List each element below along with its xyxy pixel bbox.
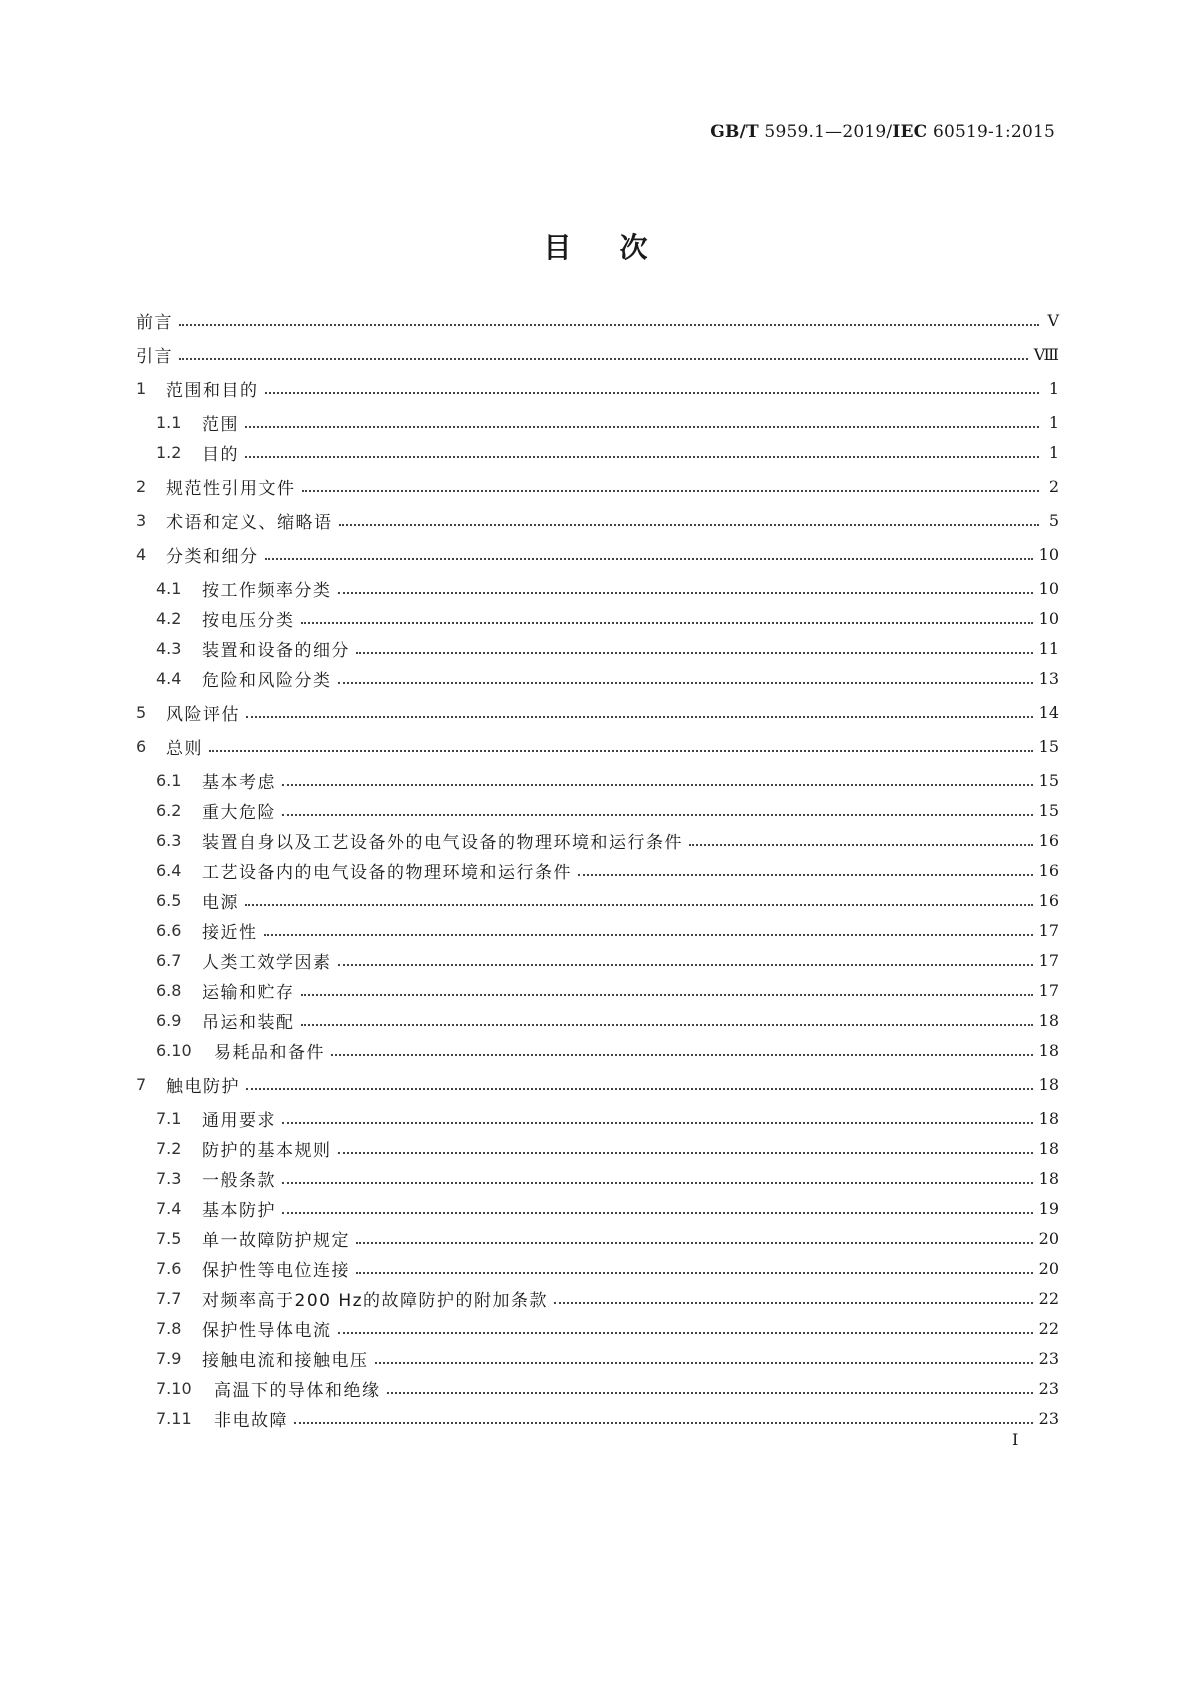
toc-entry[interactable] bbox=[156, 576, 1059, 600]
toc-entry-number: 7.6 bbox=[156, 1258, 182, 1278]
toc-entry-label: 范围和目的 bbox=[166, 380, 259, 401]
toc-entry-label: 工艺设备内的电气设备的物理环境和运行条件 bbox=[202, 862, 572, 883]
toc-entry[interactable] bbox=[156, 768, 1059, 792]
toc-entry[interactable] bbox=[136, 342, 1059, 366]
toc-entry-page: 1 bbox=[1048, 378, 1059, 398]
toc-entry-number: 6.3 bbox=[156, 830, 182, 850]
toc-entry-page: 15 bbox=[1038, 770, 1059, 790]
toc-entry-number: 6.2 bbox=[156, 800, 182, 820]
toc-entry-number: 4.3 bbox=[156, 638, 182, 658]
toc-entry-number: 6.4 bbox=[156, 860, 182, 880]
toc-entry[interactable] bbox=[156, 1256, 1059, 1280]
toc-entry-label: 装置自身以及工艺设备外的电气设备的物理环境和运行条件 bbox=[202, 832, 683, 853]
toc-entry-page: 22 bbox=[1038, 1288, 1059, 1308]
page-title: 目次 bbox=[543, 231, 696, 264]
toc-entry-page: 15 bbox=[1038, 800, 1059, 820]
toc-dot-leader bbox=[338, 963, 1033, 966]
toc-entry-number: 7.10 bbox=[156, 1378, 192, 1398]
toc-entry-page: 18 bbox=[1038, 1138, 1059, 1158]
toc-entry[interactable] bbox=[156, 1376, 1059, 1400]
toc-entry-label: 术语和定义、缩略语 bbox=[166, 512, 333, 533]
toc-entry-label: 按电压分类 bbox=[202, 610, 295, 631]
toc-entry[interactable] bbox=[156, 918, 1059, 942]
toc-entry-number: 1 bbox=[136, 378, 147, 398]
toc-dot-leader bbox=[301, 621, 1033, 624]
toc-dot-leader bbox=[246, 1087, 1033, 1090]
standard-prefix: GB/T bbox=[710, 122, 759, 142]
toc-dot-leader bbox=[282, 783, 1033, 786]
toc-entry-number: 6.9 bbox=[156, 1010, 182, 1030]
toc-dot-leader bbox=[554, 1301, 1033, 1304]
toc-entry-page: 14 bbox=[1038, 702, 1059, 722]
toc-entry[interactable] bbox=[156, 440, 1059, 464]
toc-entry-page: 1 bbox=[1048, 442, 1059, 462]
toc-entry-number: 3 bbox=[136, 510, 147, 530]
toc-dot-leader bbox=[282, 1181, 1033, 1184]
toc-entry-page: 18 bbox=[1038, 1010, 1059, 1030]
toc-dot-leader bbox=[387, 1391, 1033, 1394]
toc-entry[interactable] bbox=[136, 376, 1059, 400]
toc-entry-label: 电源 bbox=[202, 892, 239, 913]
toc-dot-leader bbox=[179, 323, 1039, 326]
toc-entry-page: 17 bbox=[1038, 920, 1059, 940]
toc-dot-leader bbox=[302, 489, 1040, 492]
standard-code: 5959.1—2019/ bbox=[758, 122, 893, 142]
toc-entry-page: 19 bbox=[1038, 1198, 1059, 1218]
page-number: I bbox=[1012, 1430, 1019, 1449]
toc-dot-leader bbox=[209, 749, 1033, 752]
toc-entry-label: 保护性导体电流 bbox=[202, 1320, 332, 1341]
toc-entry[interactable] bbox=[156, 1106, 1059, 1130]
toc-entry-label: 前言 bbox=[136, 312, 173, 333]
toc-entry-label: 按工作频率分类 bbox=[202, 580, 332, 601]
toc-dot-leader bbox=[301, 1023, 1033, 1026]
toc-entry[interactable] bbox=[156, 888, 1059, 912]
toc-entry-number: 7.7 bbox=[156, 1288, 182, 1308]
toc-entry-label: 基本考虑 bbox=[202, 772, 276, 793]
toc-dot-leader bbox=[375, 1361, 1033, 1364]
toc-entry[interactable] bbox=[156, 1038, 1059, 1062]
toc-entry-page: 23 bbox=[1038, 1408, 1059, 1428]
toc-entry[interactable] bbox=[156, 828, 1059, 852]
toc-dot-leader bbox=[282, 1211, 1033, 1214]
toc-entry-number: 7 bbox=[136, 1074, 147, 1094]
toc-entry-label: 一般条款 bbox=[202, 1170, 276, 1191]
toc-entry-label: 非电故障 bbox=[214, 1410, 288, 1431]
toc-entry[interactable] bbox=[156, 1008, 1059, 1032]
toc-entry-number: 5 bbox=[136, 702, 147, 722]
toc-entry[interactable] bbox=[156, 1196, 1059, 1220]
toc-entry-label: 范围 bbox=[202, 414, 239, 435]
document-standard-number bbox=[710, 122, 1055, 142]
toc-dot-leader bbox=[282, 1121, 1033, 1124]
toc-entry-number: 2 bbox=[136, 476, 147, 496]
toc-entry-label: 基本防护 bbox=[202, 1200, 276, 1221]
toc-dot-leader bbox=[338, 1331, 1033, 1334]
toc-entry[interactable] bbox=[136, 542, 1059, 566]
toc-entry-page: 20 bbox=[1038, 1228, 1059, 1248]
toc-entry-label: 危险和风险分类 bbox=[202, 670, 332, 691]
toc-dot-leader bbox=[245, 903, 1033, 906]
toc-dot-leader bbox=[179, 357, 1028, 360]
toc-entry-number: 4.2 bbox=[156, 608, 182, 628]
toc-dot-leader bbox=[356, 1241, 1033, 1244]
toc-dot-leader bbox=[282, 813, 1033, 816]
toc-dot-leader bbox=[356, 1271, 1033, 1274]
toc-entry[interactable] bbox=[136, 474, 1059, 498]
toc-entry[interactable] bbox=[136, 1072, 1059, 1096]
toc-entry-number: 6 bbox=[136, 736, 147, 756]
toc-entry-label: 保护性等电位连接 bbox=[202, 1260, 350, 1281]
toc-entry-number: 6.7 bbox=[156, 950, 182, 970]
toc-entry-number: 7.3 bbox=[156, 1168, 182, 1188]
toc-dot-leader bbox=[338, 591, 1033, 594]
toc-entry-page: 1 bbox=[1048, 412, 1059, 432]
toc-dot-leader bbox=[338, 1151, 1033, 1154]
toc-entry-page: 18 bbox=[1038, 1040, 1059, 1060]
toc-entry-number: 4.1 bbox=[156, 578, 182, 598]
toc-dot-leader bbox=[301, 993, 1033, 996]
toc-entry-page: 22 bbox=[1038, 1318, 1059, 1338]
toc-entry[interactable] bbox=[156, 1406, 1059, 1430]
toc-entry[interactable] bbox=[156, 978, 1059, 1002]
toc-dot-leader bbox=[331, 1053, 1033, 1056]
toc-entry-number: 7.11 bbox=[156, 1408, 192, 1428]
toc-dot-leader bbox=[246, 715, 1033, 718]
toc-entry-number: 6.6 bbox=[156, 920, 182, 940]
toc-dot-leader bbox=[338, 681, 1033, 684]
toc-entry-label: 对频率高于200 Hz的故障防护的附加条款 bbox=[202, 1290, 549, 1311]
toc-entry[interactable] bbox=[156, 410, 1059, 434]
toc-entry-label: 高温下的导体和绝缘 bbox=[214, 1380, 381, 1401]
toc-entry-page: 16 bbox=[1038, 860, 1059, 880]
toc-entry-label: 吊运和装配 bbox=[202, 1012, 295, 1033]
toc-entry-page: 5 bbox=[1048, 510, 1059, 530]
toc-dot-leader bbox=[264, 933, 1033, 936]
toc-entry-number: 6.5 bbox=[156, 890, 182, 910]
toc-dot-leader bbox=[265, 557, 1033, 560]
toc-entry[interactable] bbox=[136, 508, 1059, 532]
toc-entry-label: 易耗品和备件 bbox=[214, 1042, 325, 1063]
toc-entry-page: 16 bbox=[1038, 830, 1059, 850]
toc-entry-label: 分类和细分 bbox=[166, 546, 259, 567]
toc-entry[interactable] bbox=[156, 1166, 1059, 1190]
toc-entry-page: 18 bbox=[1038, 1108, 1059, 1128]
toc-entry-number: 7.2 bbox=[156, 1138, 182, 1158]
toc-entry-label: 总则 bbox=[166, 738, 203, 759]
toc-entry-page: 2 bbox=[1048, 476, 1059, 496]
toc-entry-page: 23 bbox=[1038, 1378, 1059, 1398]
toc-entry-label: 目的 bbox=[202, 444, 239, 465]
toc-entry[interactable] bbox=[156, 1136, 1059, 1160]
toc-entry-page: 18 bbox=[1038, 1074, 1059, 1094]
toc-entry-label: 通用要求 bbox=[202, 1110, 276, 1131]
toc-entry[interactable] bbox=[156, 1346, 1059, 1370]
toc-entry-page: 16 bbox=[1038, 890, 1059, 910]
toc-dot-leader bbox=[578, 873, 1033, 876]
toc-entry[interactable] bbox=[136, 700, 1059, 724]
toc-entry-label: 接触电流和接触电压 bbox=[202, 1350, 369, 1371]
toc-entry-page: 17 bbox=[1038, 950, 1059, 970]
toc-entry-page: 15 bbox=[1038, 736, 1059, 756]
toc-dot-leader bbox=[245, 425, 1039, 428]
toc-entry-label: 运输和贮存 bbox=[202, 982, 295, 1003]
toc-entry[interactable] bbox=[156, 798, 1059, 822]
toc-entry-number: 6.8 bbox=[156, 980, 182, 1000]
toc-entry[interactable] bbox=[156, 1316, 1059, 1340]
toc-entry-number: 7.5 bbox=[156, 1228, 182, 1248]
toc-entry-page: 10 bbox=[1038, 608, 1059, 628]
toc-entry-page: 10 bbox=[1038, 578, 1059, 598]
toc-entry-number: 1.1 bbox=[156, 412, 182, 432]
toc-entry-label: 人类工效学因素 bbox=[202, 952, 332, 973]
toc-entry-number: 7.8 bbox=[156, 1318, 182, 1338]
toc-dot-leader bbox=[294, 1421, 1033, 1424]
toc-entry-label: 触电防护 bbox=[166, 1076, 240, 1097]
toc-entry-label: 引言 bbox=[136, 346, 173, 367]
toc-entry[interactable] bbox=[156, 858, 1059, 882]
toc-dot-leader bbox=[356, 651, 1033, 654]
toc-entry-label: 规范性引用文件 bbox=[166, 478, 296, 499]
toc-entry-page: Ⅷ bbox=[1033, 344, 1059, 364]
toc-dot-leader bbox=[689, 843, 1033, 846]
toc-entry-page: 10 bbox=[1038, 544, 1059, 564]
toc-entry-page: 13 bbox=[1038, 668, 1059, 688]
toc-entry-page: Ⅴ bbox=[1047, 310, 1059, 330]
toc-dot-leader bbox=[265, 391, 1040, 394]
toc-entry-label: 接近性 bbox=[202, 922, 258, 943]
toc-entry-number: 6.10 bbox=[156, 1040, 192, 1060]
toc-dot-leader bbox=[245, 455, 1039, 458]
iec-code: 60519-1:2015 bbox=[927, 122, 1055, 142]
toc-entry-page: 20 bbox=[1038, 1258, 1059, 1278]
toc-entry-number: 7.1 bbox=[156, 1108, 182, 1128]
toc-entry[interactable] bbox=[156, 636, 1059, 660]
toc-entry-label: 风险评估 bbox=[166, 704, 240, 725]
toc-entry-label: 重大危险 bbox=[202, 802, 276, 823]
iec-prefix: IEC bbox=[892, 122, 928, 142]
toc-entry-number: 4 bbox=[136, 544, 147, 564]
toc-entry[interactable] bbox=[156, 1286, 1059, 1310]
toc-entry[interactable] bbox=[156, 948, 1059, 972]
toc-entry-label: 单一故障防护规定 bbox=[202, 1230, 350, 1251]
toc-entry-number: 7.4 bbox=[156, 1198, 182, 1218]
toc-entry-page: 11 bbox=[1038, 638, 1059, 658]
toc-entry-page: 23 bbox=[1038, 1348, 1059, 1368]
toc-entry[interactable] bbox=[136, 734, 1059, 758]
toc-entry-page: 17 bbox=[1038, 980, 1059, 1000]
toc-entry[interactable] bbox=[156, 606, 1059, 630]
toc-entry[interactable] bbox=[156, 1226, 1059, 1250]
toc-dot-leader bbox=[339, 523, 1040, 526]
toc-entry-label: 防护的基本规则 bbox=[202, 1140, 332, 1161]
toc-entry-page: 18 bbox=[1038, 1168, 1059, 1188]
toc-entry[interactable] bbox=[136, 308, 1059, 332]
toc-entry-number: 1.2 bbox=[156, 442, 182, 462]
toc-entry-number: 7.9 bbox=[156, 1348, 182, 1368]
toc-entry-label: 装置和设备的细分 bbox=[202, 640, 350, 661]
toc-entry-number: 6.1 bbox=[156, 770, 182, 790]
toc-entry-number: 4.4 bbox=[156, 668, 182, 688]
toc-entry[interactable] bbox=[156, 666, 1059, 690]
